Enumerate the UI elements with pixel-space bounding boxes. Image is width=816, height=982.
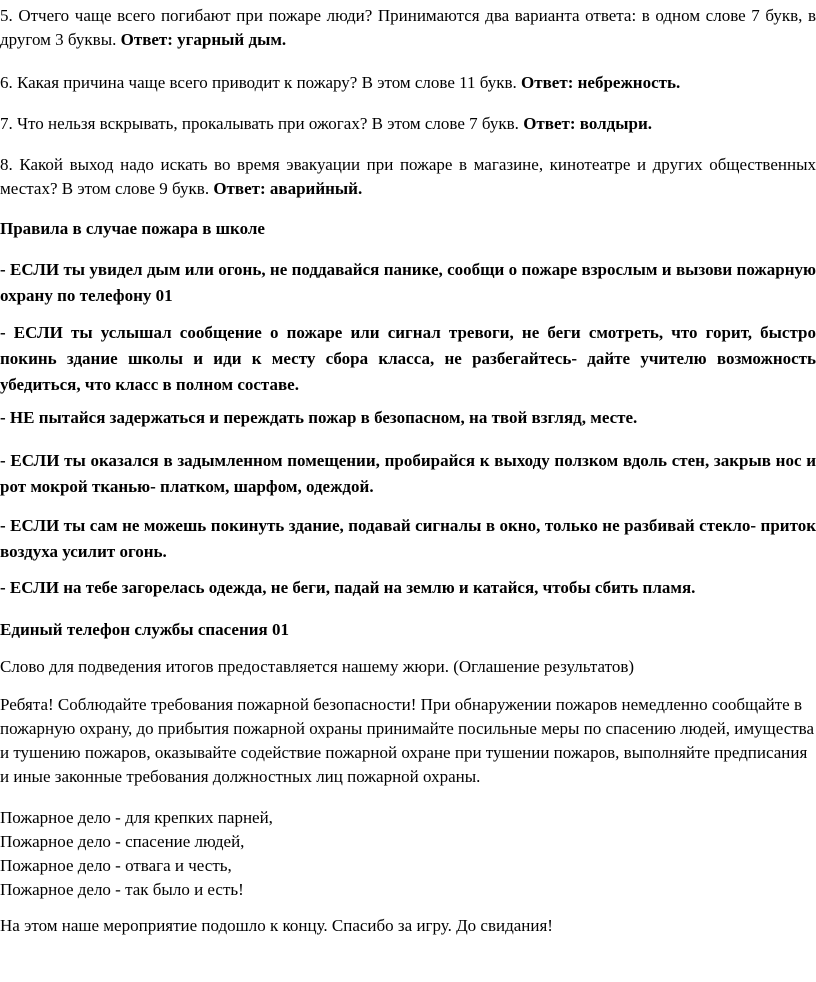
appeal-text: Ребята! Соблюдайте требования пожарной безопасности! При обнаружении пожаров немедленно сообщайте в пожарную охрану, до прибытия пожарной охраны принимайте посильные меры по спасению людей, имущества и тушению пожаров, оказывайте содействие пожарной охране при тушении пожаров, выполняйте предписания и иные законные требования должностных лиц пожарной охраны. xyxy=(0,695,815,786)
question-5 xyxy=(0,4,816,52)
question-8-answer: Ответ: аварийный. xyxy=(213,179,363,198)
poem-line-1: Пожарное дело - для крепких парней, xyxy=(0,808,273,827)
poem xyxy=(0,806,816,902)
question-8-text: 8. Какой выход надо искать во время эвакуации при пожаре в магазине, кинотеатре и других общественных местах? В этом слове 9 букв. xyxy=(0,155,816,198)
rule-2: - ЕСЛИ ты услышал сообщение о пожаре или сигнал тревоги, не беги смотреть, что горит, быстро покинь здание школы и иди к месту сбора класса, не разбегайтесь- дайте учителю возможность убедиться, что класс в полном составе. xyxy=(0,323,816,394)
question-6-answer: Ответ: небрежность. xyxy=(521,73,681,92)
poem-line-3: Пожарное дело - отвага и честь, xyxy=(0,856,232,875)
question-8 xyxy=(0,153,816,201)
question-6 xyxy=(0,71,816,95)
closing-text: На этом наше мероприятие подошло к концу. Спасибо за игру. До свидания! xyxy=(0,916,553,935)
rule-5: - ЕСЛИ ты сам не можешь покинуть здание, подавай сигналы в окно, только не разбивай стекло- приток воздуха усилит огонь. xyxy=(0,516,816,561)
poem-line-4: Пожарное дело - так было и есть! xyxy=(0,880,244,899)
question-5-answer: Ответ: угарный дым. xyxy=(120,30,287,49)
rule-4: - ЕСЛИ ты оказался в задымленном помещении, пробирайся к выходу ползком вдоль стен, закрыв нос и рот мокрой тканью- платком, шарфом, одеждой. xyxy=(0,451,816,496)
question-7 xyxy=(0,112,816,136)
rule-3: - НЕ пытайся задержаться и переждать пожар в безопасном, на твой взгляд, месте. xyxy=(0,408,638,427)
question-7-text: 7. Что нельзя вскрывать, прокалывать при ожогах? В этом слове 7 букв. xyxy=(0,114,524,133)
poem-line-2: Пожарное дело - спасение людей, xyxy=(0,832,245,851)
rescue-phone: Единый телефон службы спасения 01 xyxy=(0,620,289,639)
question-5-text: 5. Отчего чаще всего погибают при пожаре люди? Принимаются два варианта ответа: в одном слове 7 букв, в другом 3 буквы. xyxy=(0,6,816,49)
rule-6: - ЕСЛИ на тебе загорелась одежда, не беги, падай на землю и катайся, чтобы сбить пламя. xyxy=(0,578,696,597)
rules-heading: Правила в случае пожара в школе xyxy=(0,219,265,238)
question-6-text: 6. Какая причина чаще всего приводит к пожару? В этом слове 11 букв. xyxy=(0,73,522,92)
question-7-answer: Ответ: волдыри. xyxy=(523,114,652,133)
rule-1: - ЕСЛИ ты увидел дым или огонь, не поддавайся панике, сообщи о пожаре взрослым и вызови пожарную охрану по телефону 01 xyxy=(0,260,816,305)
jury-text: Слово для подведения итогов предоставляется нашему жюри. (Оглашение результатов) xyxy=(0,657,635,676)
